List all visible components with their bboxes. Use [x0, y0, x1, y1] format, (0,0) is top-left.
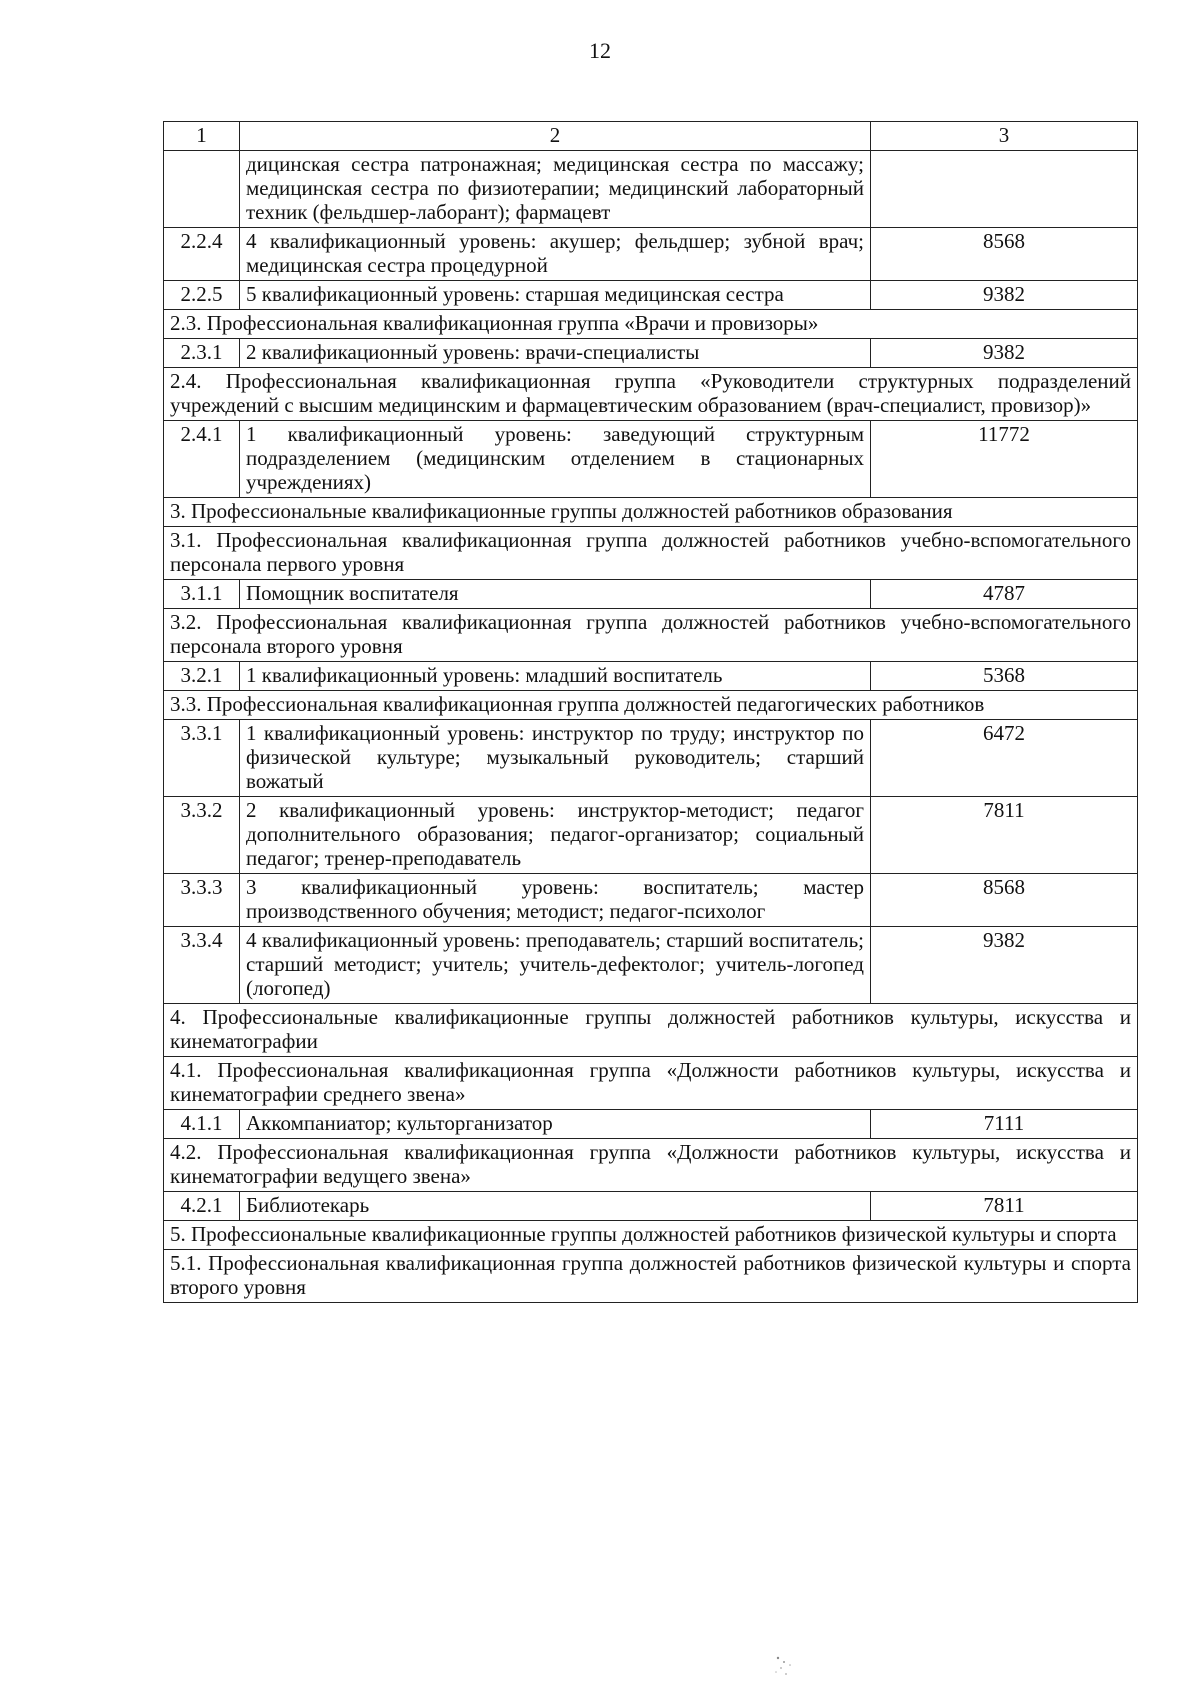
section-title: 2.4. Профессиональная квалификационная группа «Руководители структурных подразделений учреждений с высшим медицинским и фармацевтическим образованием (врач-специалист, провизор)» [164, 368, 1138, 421]
row-number: 3.1.1 [164, 580, 240, 609]
row-value: 7811 [871, 1192, 1138, 1221]
section-row [164, 498, 1138, 527]
row-number: 2.2.4 [164, 228, 240, 281]
column-header: 1 [164, 122, 240, 151]
section-row [164, 310, 1138, 339]
section-row [164, 1004, 1138, 1057]
section-title: 4.2. Профессиональная квалификационная группа «Должности работников культуры, искусства и кинематографии ведущего звена» [164, 1139, 1138, 1192]
row-number: 2.2.5 [164, 281, 240, 310]
page-number: 12 [589, 38, 611, 63]
section-title: 4.1. Профессиональная квалификационная группа «Должности работников культуры, искусства и кинематографии среднего звена» [164, 1057, 1138, 1110]
row-value: 9382 [871, 339, 1138, 368]
row-value: 5368 [871, 662, 1138, 691]
table-row [164, 1110, 1138, 1139]
row-number: 3.2.1 [164, 662, 240, 691]
section-title: 5. Профессиональные квалификационные группы должностей работников физической культуры и спорта [164, 1221, 1138, 1250]
row-description: 4 квалификационный уровень: акушер; фельдшер; зубной врач; медицинская сестра процедурной [240, 228, 871, 281]
section-row [164, 1057, 1138, 1110]
row-description: Аккомпаниатор; культорганизатор [240, 1110, 871, 1139]
column-header: 2 [240, 122, 871, 151]
row-description: 1 квалификационный уровень: заведующий структурным подразделением (медицинским отделением в стационарных учреждениях) [240, 421, 871, 498]
section-title: 3.3. Профессиональная квалификационная группа должностей педагогических работников [164, 691, 1138, 720]
section-row [164, 1250, 1138, 1303]
row-description: 1 квалификационный уровень: инструктор по труду; инструктор по физической культуре; музыкальный руководитель; старший вожатый [240, 720, 871, 797]
section-title: 5.1. Профессиональная квалификационная группа должностей работников физической культуры и спорта второго уровня [164, 1250, 1138, 1303]
row-value: 6472 [871, 720, 1138, 797]
table-row [164, 339, 1138, 368]
section-row [164, 1139, 1138, 1192]
table-row [164, 720, 1138, 797]
row-description: Помощник воспитателя [240, 580, 871, 609]
section-row [164, 691, 1138, 720]
row-number: 3.3.2 [164, 797, 240, 874]
section-row [164, 368, 1138, 421]
table-row [164, 874, 1138, 927]
table-row [164, 580, 1138, 609]
row-value [871, 151, 1138, 228]
row-value: 7111 [871, 1110, 1138, 1139]
row-number: 3.3.4 [164, 927, 240, 1004]
row-value: 8568 [871, 874, 1138, 927]
table-row [164, 421, 1138, 498]
section-row [164, 527, 1138, 580]
row-number: 2.4.1 [164, 421, 240, 498]
row-number: 4.2.1 [164, 1192, 240, 1221]
table-row [164, 662, 1138, 691]
row-description: 2 квалификационный уровень: инструктор-методист; педагог дополнительного образования; педагог-организатор; социальный педагог; тренер-преподаватель [240, 797, 871, 874]
row-value: 7811 [871, 797, 1138, 874]
column-header: 3 [871, 122, 1138, 151]
row-description: 4 квалификационный уровень: преподаватель; старший воспитатель; старший методист; учитель; учитель-дефектолог; учитель-логопед (логопед) [240, 927, 871, 1004]
section-title: 3. Профессиональные квалификационные группы должностей работников образования [164, 498, 1138, 527]
section-title: 4. Профессиональные квалификационные группы должностей работников культуры, искусства и кинематографии [164, 1004, 1138, 1057]
section-title: 3.1. Профессиональная квалификационная группа должностей работников учебно-вспомогательного персонала первого уровня [164, 527, 1138, 580]
row-value: 9382 [871, 281, 1138, 310]
row-description: 3 квалификационный уровень: воспитатель; мастер производственного обучения; методист; педагог-психолог [240, 874, 871, 927]
row-value: 8568 [871, 228, 1138, 281]
table-row [164, 228, 1138, 281]
section-row [164, 609, 1138, 662]
row-value: 4787 [871, 580, 1138, 609]
row-value: 9382 [871, 927, 1138, 1004]
row-description: дицинская сестра патронажная; медицинская сестра по массажу; медицинская сестра по физиотерапии; медицинский лабораторный техник (фельдшер-лаборант); фармацевт [240, 151, 871, 228]
row-number: 3.3.1 [164, 720, 240, 797]
section-title: 2.3. Профессиональная квалификационная группа «Врачи и провизоры» [164, 310, 1138, 339]
salary-table [163, 121, 1138, 1303]
scan-artifact [770, 1652, 810, 1682]
row-description: Библиотекарь [240, 1192, 871, 1221]
section-title: 3.2. Профессиональная квалификационная группа должностей работников учебно-вспомогательного персонала второго уровня [164, 609, 1138, 662]
header-row [164, 122, 1138, 151]
table-row [164, 797, 1138, 874]
row-number: 2.3.1 [164, 339, 240, 368]
table-row [164, 151, 1138, 228]
table-row [164, 1192, 1138, 1221]
table-row [164, 927, 1138, 1004]
row-description: 1 квалификационный уровень: младший воспитатель [240, 662, 871, 691]
table-body [164, 122, 1138, 1303]
row-number: 3.3.3 [164, 874, 240, 927]
table-row [164, 281, 1138, 310]
section-row [164, 1221, 1138, 1250]
row-number [164, 151, 240, 228]
row-number: 4.1.1 [164, 1110, 240, 1139]
row-description: 2 квалификационный уровень: врачи-специалисты [240, 339, 871, 368]
row-value: 11772 [871, 421, 1138, 498]
row-description: 5 квалификационный уровень: старшая медицинская сестра [240, 281, 871, 310]
